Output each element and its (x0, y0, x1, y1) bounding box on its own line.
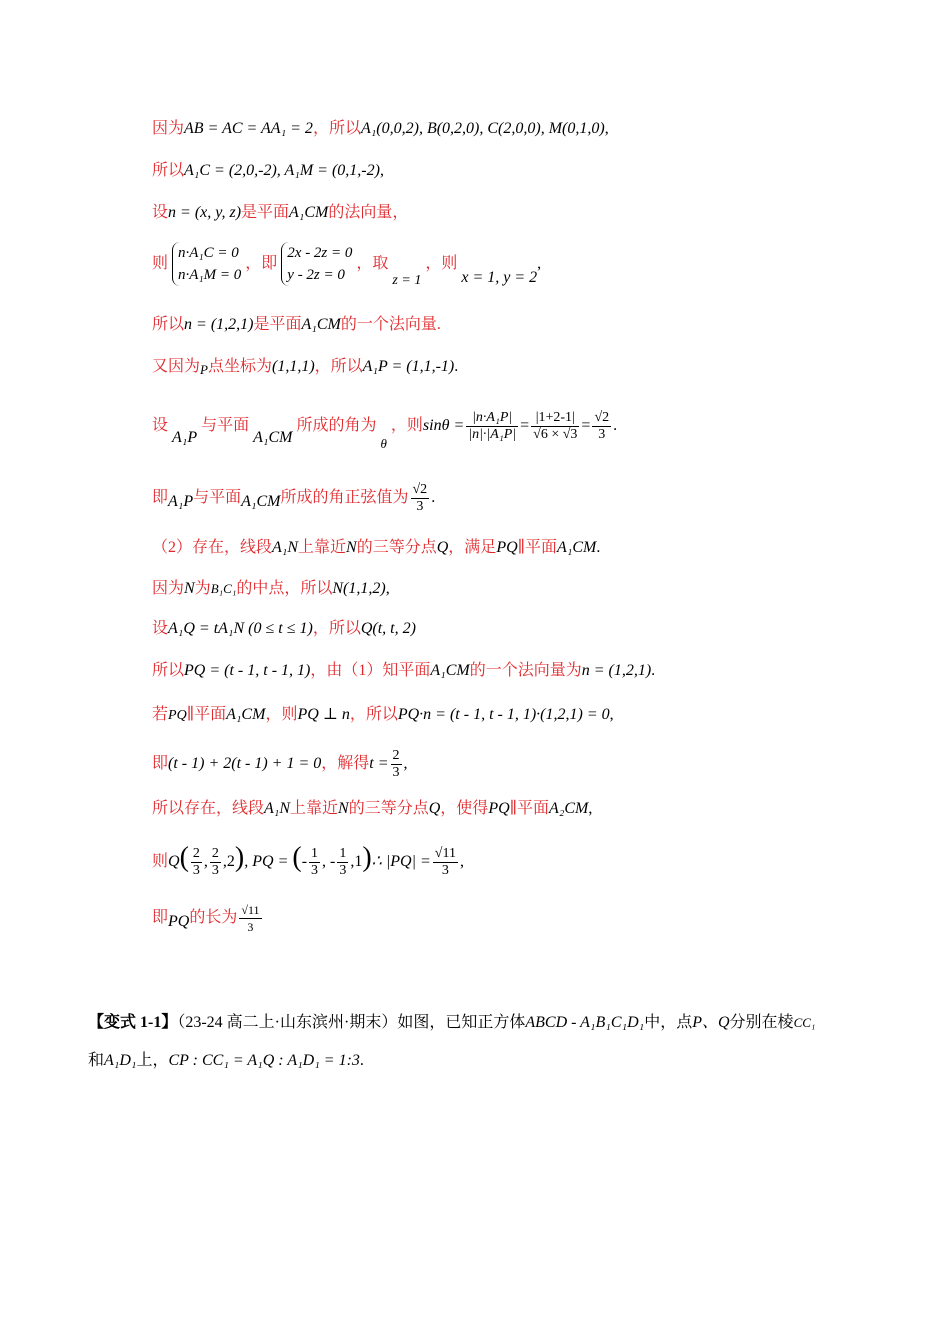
fraction (210, 846, 221, 879)
solution-line-13 (152, 704, 614, 727)
text: 又因为 (152, 358, 201, 375)
numerator: √2 (412, 481, 428, 497)
text: 即 (152, 489, 169, 506)
text: 的一个法向量为 (469, 662, 582, 679)
punct: . (454, 358, 459, 375)
text: 的法向量， (328, 204, 409, 221)
equation-system-1 (172, 242, 241, 286)
denominator: 3 (311, 862, 319, 878)
math: ,2 (222, 853, 235, 870)
text: ∥平面 (509, 800, 550, 817)
text: ∥平面 (186, 706, 227, 723)
text: 的长为 (189, 909, 238, 926)
variant-problem-line-2 (88, 1050, 364, 1072)
fraction (391, 748, 402, 781)
denominator: 3 (247, 919, 254, 934)
solution-line-8 (152, 476, 435, 520)
math: A₁P (172, 429, 198, 446)
fraction (592, 410, 611, 443)
equation: 2x - 2z = 0 (287, 245, 353, 262)
text: 所成的角正弦值为 (280, 489, 409, 506)
punct: , (379, 162, 384, 179)
text: ，所以 (314, 358, 363, 375)
math: A₁P (168, 493, 194, 510)
text: （2）存在，线段 (152, 539, 273, 556)
math: (t - 1) + 2(t - 1) + 1 = 0 (168, 755, 322, 772)
solution-line-9 (152, 537, 600, 559)
denominator: 3 (211, 862, 219, 878)
math: B₁C₁ (210, 581, 237, 596)
math: ,1 (350, 853, 363, 870)
punct: . (613, 417, 618, 434)
punct: . (651, 662, 656, 679)
punct: . (596, 539, 601, 556)
math: A₁C = (2,0,-2), A₁M = (0,1,-2) (184, 162, 380, 179)
math: A₁CM (557, 539, 597, 556)
text: ，所以 (349, 706, 398, 723)
text: 因为 (152, 120, 185, 137)
denominator: 3 (441, 862, 449, 878)
math: PQ (496, 539, 518, 556)
text: 和 (88, 1052, 105, 1069)
denominator: |n|·|A₁P| (468, 426, 517, 442)
text: 与平面 (193, 489, 242, 506)
text: ，所以 (312, 120, 361, 137)
punct: . (431, 489, 436, 506)
text: 则 (152, 853, 169, 870)
fraction (309, 846, 320, 879)
math: PQ ⊥ n (297, 706, 350, 723)
text: 设 (152, 204, 169, 221)
equation: n·A₁C = 0 (178, 245, 239, 262)
math: CP : CC₁ = A₁Q : A₁D₁ = 1:3 (168, 1052, 360, 1069)
text: 因为 (152, 580, 185, 597)
math: ∴ |PQ| = (371, 853, 431, 870)
math: t = (369, 755, 389, 772)
numerator: |1+2-1| (531, 410, 579, 427)
solution-line-10 (152, 578, 390, 600)
math: , - (322, 853, 336, 870)
numerator: 2 (211, 845, 219, 861)
math: n = (1,2,1) (581, 662, 652, 679)
math: Q (428, 800, 441, 817)
math: θ (380, 436, 387, 451)
math: A₁CM (301, 316, 341, 333)
math: A₁CM (289, 204, 329, 221)
numerator: 1 (339, 845, 347, 861)
punct: , (604, 120, 609, 137)
text: ，解得 (321, 755, 370, 772)
text: 若 (152, 706, 169, 723)
solution-line-16: 则Q( $\frac{2}{3}$ , $\frac{2}{3}$ ,2), PQ = (- $\frac{1}{3}$ , - $\frac{1}{3}$ ,1)∴ |PQ| = $\frac{√11}{3}$ , (152, 842, 464, 878)
solution-line-14 (152, 742, 408, 786)
solution-line-3 (152, 202, 408, 224)
math: Q (168, 853, 180, 870)
fraction (191, 846, 202, 879)
equals: = (520, 417, 530, 434)
equals: = (581, 417, 591, 434)
denominator: 3 (339, 862, 347, 878)
math: Q (436, 539, 449, 556)
math: ABCD - A₁B₁C₁D₁ (525, 1014, 645, 1031)
math: N (346, 539, 357, 556)
text: 的一个法向量. (340, 316, 441, 333)
math: A₁N (264, 800, 291, 817)
fraction (433, 846, 458, 879)
math: PQ (168, 708, 187, 723)
math: P、Q (692, 1014, 730, 1031)
numerator: 1 (311, 845, 319, 861)
math: N (184, 580, 195, 597)
text: 分别在棱 (729, 1014, 794, 1031)
text: 的三等分点 (356, 539, 437, 556)
solution-line-12 (152, 660, 655, 682)
punct: . (359, 1052, 364, 1069)
text: ，则 (390, 417, 423, 434)
denominator: 3 (392, 764, 400, 780)
text: 则 (152, 255, 169, 272)
numerator: √11 (241, 902, 260, 917)
equation: n·A₁M = 0 (178, 267, 242, 284)
numerator: |n·A₁P| (466, 410, 518, 427)
text: 的中点，所以 (236, 580, 333, 597)
math: N (338, 800, 349, 817)
math: A₁CM (226, 706, 266, 723)
minus: - (301, 853, 308, 870)
solution-line-2 (152, 160, 384, 182)
text: 的三等分点 (348, 800, 429, 817)
math: z = 1 (392, 273, 422, 288)
math: PQ = (t - 1, t - 1, 1) (184, 662, 311, 679)
text: ∥平面 (517, 539, 558, 556)
variant-source: （23-24 高二上·山东滨州·期末）如图，已知正方体 (177, 1014, 526, 1031)
fraction (531, 410, 579, 443)
solution-line-5 (152, 314, 441, 336)
text: 点坐标为 (207, 358, 272, 375)
text: 即 (152, 755, 169, 772)
solution-line-17 (152, 896, 264, 940)
numerator: 2 (392, 747, 400, 763)
math: A₁Q = tA₁N (0 ≤ t ≤ 1) (168, 620, 313, 637)
math: N(1,1,2) (332, 580, 386, 597)
text: ，满足 (448, 539, 497, 556)
fraction (337, 846, 348, 879)
fraction (239, 902, 261, 935)
text: 是平面 (241, 204, 290, 221)
text: ，取 (356, 255, 389, 272)
numerator: √2 (594, 409, 610, 425)
math: n = (1,2,1) (184, 316, 254, 333)
text: 与平面 (201, 417, 250, 434)
math: x = 1, y = 2 (461, 269, 538, 286)
math: n = (x, y, z) (168, 204, 242, 221)
denominator: √6 × √3 (533, 426, 578, 442)
math: AB = AC = AA₁ = 2 (184, 120, 313, 137)
text: ，则 (265, 706, 298, 723)
text: ，使得 (440, 800, 489, 817)
math: A₁(0,0,2), B(0,2,0), C(2,0,0), M(0,1,0) (360, 120, 605, 137)
equation: y - 2z = 0 (287, 267, 345, 284)
math: A₂CM (549, 800, 589, 817)
punct: , (537, 255, 542, 272)
solution-line-7 (152, 398, 617, 454)
text: 即 (152, 909, 169, 926)
math: A₁CM (253, 429, 293, 446)
math: PQ (488, 800, 510, 817)
punct: , (588, 800, 593, 817)
text: 是平面 (253, 316, 302, 333)
math: PQ (168, 913, 190, 930)
equation-system-2 (281, 242, 352, 286)
punct: , (609, 706, 614, 723)
math: P (200, 362, 208, 377)
solution-line-1 (152, 118, 609, 140)
fraction (411, 482, 430, 515)
denominator: 3 (192, 862, 200, 878)
text: ，即 (245, 255, 278, 272)
denominator: 3 (598, 426, 606, 442)
variant-problem-line-1 (88, 1012, 815, 1034)
math: , PQ = (244, 853, 293, 870)
text: 上靠近 (290, 800, 339, 817)
text: ，所以 (312, 620, 361, 637)
text: 所以 (152, 316, 185, 333)
text: 所以 (152, 162, 185, 179)
solution-line-6 (152, 356, 458, 378)
punct: , (385, 580, 390, 597)
numerator: 2 (192, 845, 200, 861)
text: ，则 (425, 255, 458, 272)
text: 上靠近 (298, 539, 347, 556)
text: 设 (152, 620, 169, 637)
punct: , (403, 755, 408, 772)
math: CC₁ (793, 1015, 816, 1030)
math: A₁N (272, 539, 299, 556)
math: Q(t, t, 2) (360, 620, 416, 637)
math: PQ·n = (t - 1, t - 1, 1)·(1,2,1) = 0 (397, 706, 610, 723)
solution-line-15 (152, 798, 592, 820)
fraction (466, 410, 518, 443)
text: ，由（1）知平面 (310, 662, 431, 679)
denominator: 3 (416, 498, 424, 514)
math: (1,1,1) (271, 358, 315, 375)
punct: , (459, 853, 464, 870)
solution-line-4 (152, 240, 541, 289)
math: A₁P = (1,1,-1) (362, 358, 455, 375)
text: 设 (152, 417, 169, 434)
numerator: √11 (434, 845, 456, 861)
text: 所以存在，线段 (152, 800, 265, 817)
math: A₁CM (430, 662, 470, 679)
text: 上， (136, 1052, 169, 1069)
text: 中，点 (644, 1014, 693, 1031)
math: A₁CM (241, 493, 281, 510)
text: 所成的角为 (296, 417, 377, 434)
math: sinθ = (422, 417, 465, 434)
variant-label: 【变式 1-1】 (88, 1014, 178, 1031)
solution-line-11 (152, 618, 416, 640)
text: 为 (194, 580, 211, 597)
math: A₁D₁ (104, 1052, 137, 1069)
text: 所以 (152, 662, 185, 679)
